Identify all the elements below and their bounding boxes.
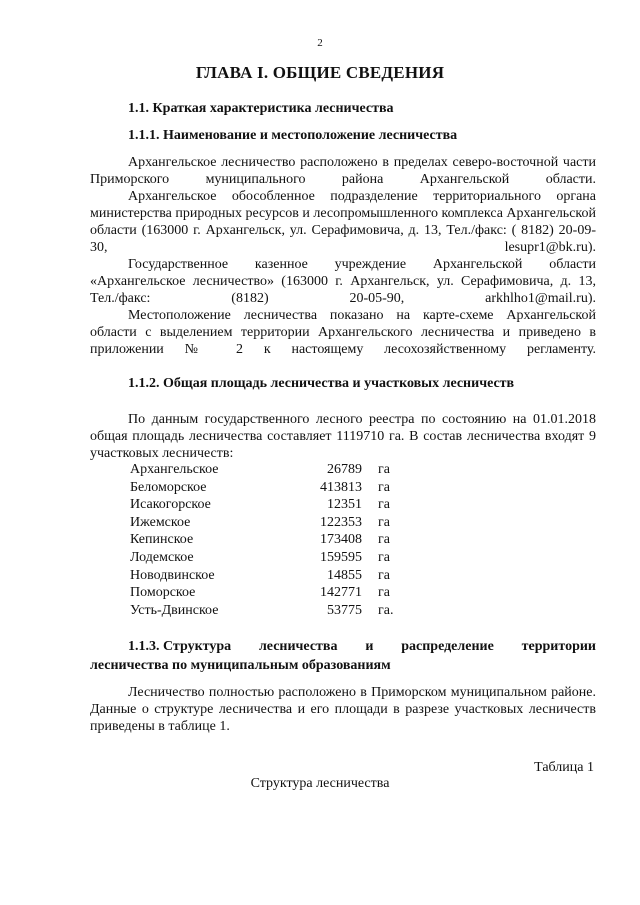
district-area: 159595	[320, 549, 362, 565]
section-heading-1-1-1: 1.1.1. Наименование и местоположение лесничества	[128, 128, 458, 143]
structure-paragraph	[90, 684, 596, 735]
district-unit: га	[378, 585, 390, 601]
heading-word: распределение	[401, 639, 494, 654]
district-list	[130, 462, 430, 620]
district-name: Беломорское	[130, 479, 207, 495]
district-area: 12351	[327, 497, 362, 513]
district-row	[130, 462, 430, 480]
paragraph-structure: Лесничество полностью расположено в Приморском муниципальном районе. Данные о структуре лесничества и его площади в разрезе участковых лесничеств приведены в таблице 1.	[90, 685, 596, 734]
heading-word: 1.1.3. Структура	[128, 639, 232, 654]
district-unit: га.	[378, 602, 394, 618]
section-heading-1-1-3	[90, 637, 596, 675]
district-name: Ижемское	[130, 514, 191, 530]
section-heading-1-1: 1.1. Краткая характеристика лесничества	[128, 101, 394, 116]
paragraph-location: Архангельское лесничество расположено в пределах северо-восточной части Приморского муниципального района Архангельской области.	[90, 155, 596, 187]
district-area: 413813	[320, 479, 362, 495]
district-unit: га	[378, 567, 390, 583]
district-area: 122353	[320, 514, 362, 530]
paragraph-map-reference: Местоположение лесничества показано на карте-схеме Архангельской области с выделением территории Архангельского лесничества и приведено в приложении № 2 к настоящему лесохозяйственному регламенту.	[90, 308, 596, 357]
district-unit: га	[378, 514, 390, 530]
table-title: Структура лесничества	[250, 776, 390, 791]
district-unit: га	[378, 532, 390, 548]
district-name: Исакогорское	[130, 497, 211, 513]
district-unit: га	[378, 497, 390, 513]
district-area: 14855	[327, 567, 362, 583]
district-name: Новодвинское	[130, 567, 215, 583]
district-unit: га	[378, 549, 390, 565]
page-number: 2	[317, 37, 323, 49]
district-name: Архангельское	[130, 462, 219, 477]
heading-word: территории	[521, 639, 596, 654]
district-name: Лодемское	[130, 549, 194, 565]
heading-word: и	[365, 639, 374, 654]
district-unit: га	[378, 462, 390, 477]
table-label: Таблица 1	[534, 760, 594, 775]
location-paragraphs	[90, 154, 596, 358]
district-area: 53775	[327, 602, 362, 618]
district-row	[130, 550, 430, 568]
district-row	[130, 480, 430, 498]
district-unit: га	[378, 479, 390, 495]
district-row	[130, 585, 430, 603]
district-row	[130, 497, 430, 515]
district-name: Кепинское	[130, 532, 194, 548]
district-name: Усть-Двинское	[130, 602, 219, 618]
district-area: 142771	[320, 585, 362, 601]
area-paragraph	[90, 411, 596, 462]
paragraph-state-institution: Государственное казенное учреждение Архангельской области «Архангельское лесничество» (163000 г. Архангельск, ул. Серафимовича, д. 13, Тел./факс: (8182) 20-05-90, arkhlho1@mail.ru).	[90, 257, 596, 306]
district-row	[130, 532, 430, 550]
heading-line-2: лесничества по муниципальным образованиям	[90, 658, 391, 673]
paragraph-total-area: По данным государственного лесного реестра по состоянию на 01.01.2018 общая площадь лесничества составляет 1119710 га. В состав лесничества входят 9 участковых лесничеств:	[90, 412, 596, 461]
paragraph-branch-office: Архангельское обособленное подразделение территориального органа министерства природных ресурсов и лесопромышленного комплекса Архангельской области (163000 г. Архангельск, ул. Серафимовича, д. 13, Тел./факс: ( 8182) 20-09-30, lesupr1@bk.ru).	[90, 189, 596, 255]
section-heading-1-1-2: 1.1.2. Общая площадь лесничества и участковых лесничеств	[128, 376, 515, 391]
district-name: Поморское	[130, 585, 196, 601]
district-row	[130, 515, 430, 533]
district-row	[130, 603, 430, 621]
district-row	[130, 568, 430, 586]
chapter-title: ГЛАВА I. ОБЩИЕ СВЕДЕНИЯ	[195, 63, 445, 82]
heading-word: лесничества	[258, 639, 338, 654]
district-area: 173408	[320, 532, 362, 548]
district-area: 26789	[327, 462, 362, 477]
